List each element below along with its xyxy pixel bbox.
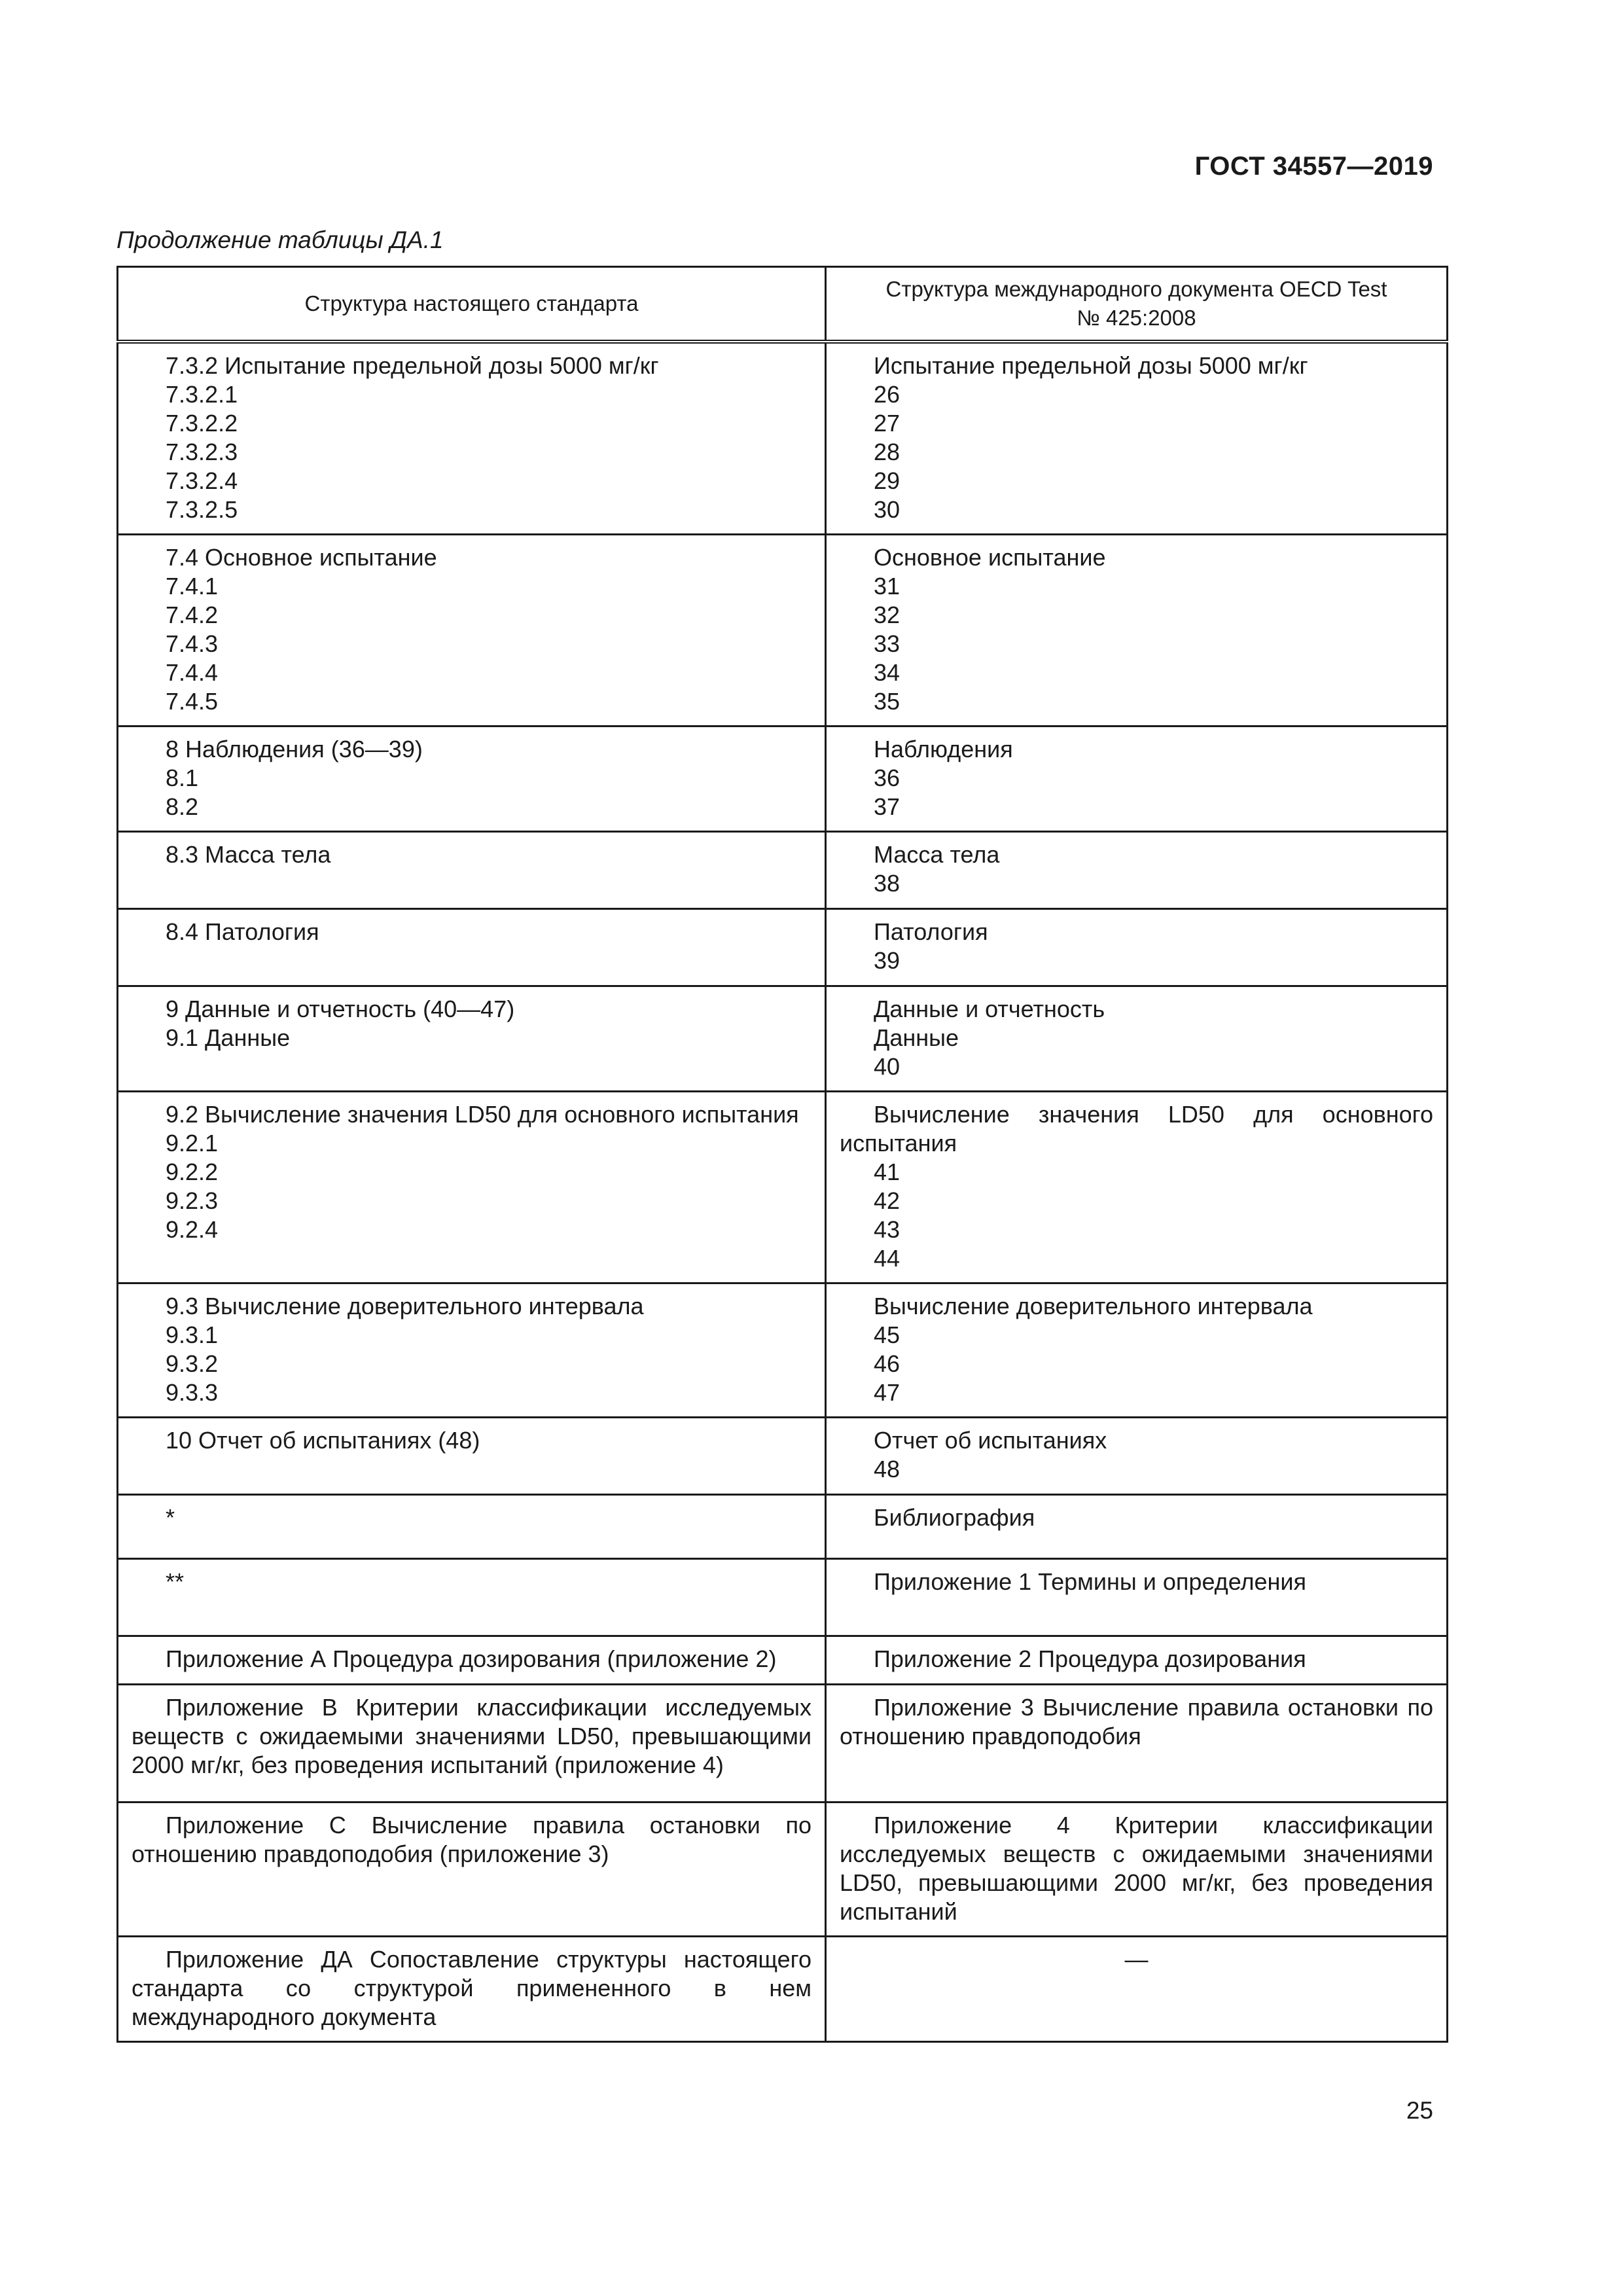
international-cell (826, 1937, 1448, 2042)
standard-cell (118, 986, 826, 1092)
table-row (118, 1495, 1448, 1559)
cell-line: 9.2.2 (166, 1158, 219, 1185)
standard-cell (118, 1559, 826, 1636)
cell-line: 38 (874, 870, 901, 897)
cell-line: 31 (874, 573, 901, 600)
table-body (118, 342, 1448, 2042)
table-row (118, 1092, 1448, 1283)
standard-cell (118, 1803, 826, 1937)
table-row (118, 1636, 1448, 1685)
cell-line: 39 (874, 947, 901, 974)
cell-line: 7.4.4 (166, 659, 219, 686)
international-cell (826, 1495, 1448, 1559)
cell-line: 40 (874, 1053, 901, 1080)
cell-line: 9.3 Вычисление доверительного интервала (166, 1293, 644, 1319)
table-row (118, 1937, 1448, 2042)
cell-line: 9.3.3 (166, 1379, 219, 1406)
cell-line: 9.3.2 (166, 1350, 219, 1377)
cell-line: Вычисление доверительного интервала (874, 1293, 1313, 1319)
cell-line: 8.2 (166, 793, 199, 820)
standard-cell (118, 1283, 826, 1418)
table-row (118, 535, 1448, 726)
cell-line: 28 (874, 439, 901, 465)
cell-line: Испытание предельной дозы 5000 мг/кг (874, 352, 1308, 379)
cell-line: 7.4.2 (166, 601, 219, 628)
international-cell (826, 832, 1448, 909)
table-row (118, 342, 1448, 535)
cell-line: 7.4.3 (166, 630, 219, 657)
dash-placeholder: — (1124, 1946, 1149, 1973)
cell-line: 8 Наблюдения (36—39) (166, 736, 423, 762)
cell-line: 33 (874, 630, 901, 657)
cell-line: 26 (874, 381, 901, 408)
cell-line: 9 Данные и отчетность (40—47) (166, 996, 515, 1022)
cell-paragraph: Приложение ДА Сопоставление структуры настоящего стандарта со структурой примененного в нем международного документа (132, 1946, 812, 2030)
cell-line: 9.2.3 (166, 1187, 219, 1214)
international-cell (826, 342, 1448, 535)
table-row (118, 832, 1448, 909)
cell-paragraph: Приложение 2 Процедура дозирования (874, 1645, 1306, 1672)
cell-line: Отчет об испытаниях (874, 1427, 1107, 1454)
standard-cell (118, 1685, 826, 1803)
cell-line: 7.3.2.1 (166, 381, 238, 408)
cell-line: 44 (874, 1245, 901, 1272)
cell-line: 42 (874, 1187, 901, 1214)
cell-line: Основное испытание (874, 544, 1106, 571)
international-cell (826, 1685, 1448, 1803)
international-cell (826, 1418, 1448, 1495)
cell-line: 29 (874, 467, 901, 494)
cell-line: 41 (874, 1158, 901, 1185)
column-header-line: № 425:2008 (1077, 306, 1196, 330)
standard-cell (118, 1636, 826, 1685)
table-row (118, 1283, 1448, 1418)
cell-line: 35 (874, 688, 901, 715)
cell-line: 27 (874, 410, 901, 437)
cell-line: ** (166, 1568, 185, 1595)
table-header-row (118, 267, 1448, 342)
structure-comparison-table (116, 266, 1448, 2043)
standard-cell (118, 1418, 826, 1495)
table-row (118, 909, 1448, 986)
column-header-standard: Структура настоящего стандарта (118, 267, 826, 342)
cell-paragraph: Приложение 3 Вычисление правила остановки по отношению правдоподобия (840, 1694, 1433, 1749)
cell-line: 45 (874, 1321, 901, 1348)
cell-paragraph: Приложение С Вычисление правила остановки по отношению правдоподобия (приложение 3) (132, 1812, 812, 1867)
international-cell (826, 1803, 1448, 1937)
table-row (118, 1803, 1448, 1937)
international-cell (826, 1092, 1448, 1283)
page-number: 25 (1406, 2097, 1433, 2124)
cell-paragraph: Приложение В Критерии классификации исследуемых веществ с ожидаемыми значениями LD50, превышающими 2000 мг/кг, без проведения испытаний (приложение 4) (132, 1694, 812, 1778)
table-row (118, 986, 1448, 1092)
cell-line: 32 (874, 601, 901, 628)
cell-line: 7.3.2.5 (166, 496, 238, 523)
international-cell (826, 726, 1448, 832)
international-cell (826, 1283, 1448, 1418)
cell-line: 7.4.5 (166, 688, 219, 715)
cell-line: 8.4 Патология (166, 918, 319, 945)
standard-cell (118, 535, 826, 726)
cell-line: 8.1 (166, 764, 199, 791)
cell-paragraph: Приложение А Процедура дозирования (приложение 2) (166, 1645, 777, 1672)
cell-line: 7.3.2 Испытание предельной дозы 5000 мг/кг (166, 352, 659, 379)
cell-line: 7.4.1 (166, 573, 219, 600)
cell-line: 36 (874, 764, 901, 791)
table-row (118, 1559, 1448, 1636)
cell-line: 9.1 Данные (166, 1024, 291, 1051)
table-row (118, 1685, 1448, 1803)
cell-line: 48 (874, 1456, 901, 1482)
cell-line: 7.4 Основное испытание (166, 544, 437, 571)
cell-line: 9.2.1 (166, 1130, 219, 1157)
standard-cell (118, 726, 826, 832)
standard-cell (118, 909, 826, 986)
cell-line: 30 (874, 496, 901, 523)
column-header-international (826, 267, 1448, 342)
cell-line: 46 (874, 1350, 901, 1377)
cell-paragraph: Приложение 4 Критерии классификации исследуемых веществ с ожидаемыми значениями LD50, превышающими 2000 мг/кг, без проведения испытаний (840, 1812, 1433, 1925)
standard-cell (118, 1092, 826, 1283)
international-cell (826, 909, 1448, 986)
table-row (118, 726, 1448, 832)
cell-line: Масса тела (874, 841, 1000, 868)
cell-line: Приложение 1 Термины и определения (874, 1568, 1307, 1595)
cell-line: Патология (874, 918, 988, 945)
international-cell (826, 1636, 1448, 1685)
document-code: ГОСТ 34557—2019 (1194, 152, 1433, 181)
cell-line: 10 Отчет об испытаниях (48) (166, 1427, 480, 1454)
standard-cell (118, 342, 826, 535)
international-cell (826, 986, 1448, 1092)
cell-line: 7.3.2.2 (166, 410, 238, 437)
cell-line: 37 (874, 793, 901, 820)
standard-cell (118, 1937, 826, 2042)
cell-line: 34 (874, 659, 901, 686)
cell-paragraph: Вычисление значения LD50 для основного испытания (840, 1101, 1433, 1157)
cell-line: 9.3.1 (166, 1321, 219, 1348)
cell-line: Библиография (874, 1504, 1035, 1531)
cell-line: 7.3.2.4 (166, 467, 238, 494)
cell-line: Данные (874, 1024, 959, 1051)
standard-cell (118, 832, 826, 909)
cell-line: 43 (874, 1216, 901, 1243)
table-caption: Продолжение таблицы ДА.1 (116, 226, 444, 253)
cell-line: 47 (874, 1379, 901, 1406)
standard-cell (118, 1495, 826, 1559)
international-cell (826, 535, 1448, 726)
international-cell (826, 1559, 1448, 1636)
cell-line: * (166, 1504, 175, 1531)
cell-line: 9.2.4 (166, 1216, 219, 1243)
cell-line: 7.3.2.3 (166, 439, 238, 465)
cell-line: 8.3 Масса тела (166, 841, 331, 868)
cell-paragraph: 9.2 Вычисление значения LD50 для основного испытания (166, 1101, 799, 1128)
cell-line: Наблюдения (874, 736, 1013, 762)
column-header-line: Структура международного документа OECD Test (885, 277, 1387, 301)
table-row (118, 1418, 1448, 1495)
cell-line: Данные и отчетность (874, 996, 1105, 1022)
